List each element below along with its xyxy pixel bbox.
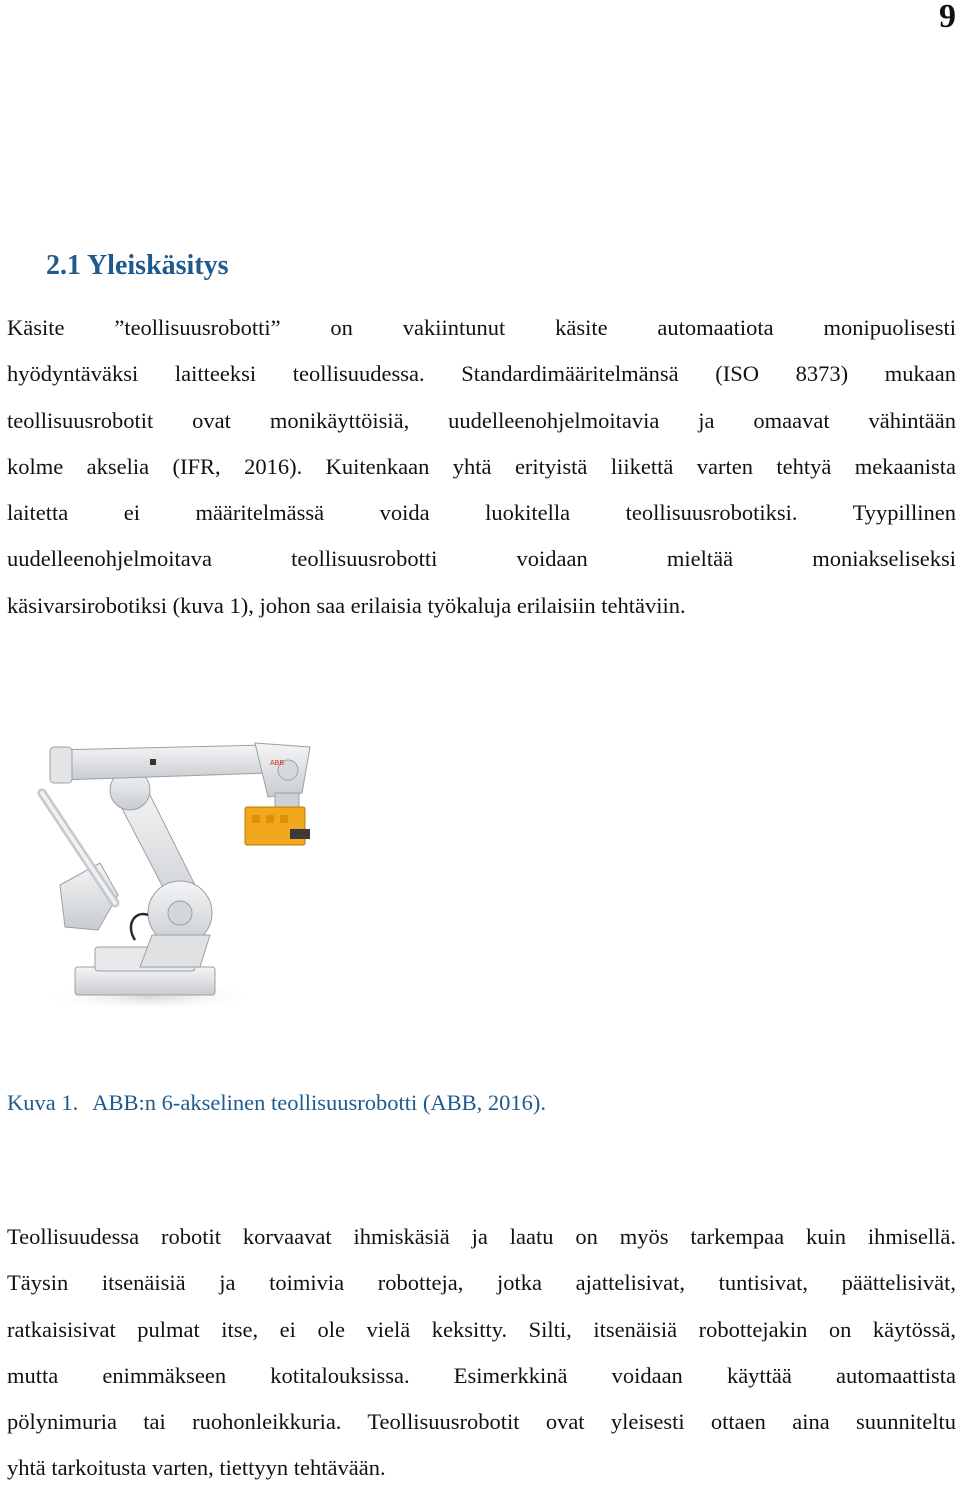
paragraph-intro (7, 305, 956, 629)
robot-figure (20, 735, 340, 1055)
caption-label: Kuva 1. (7, 1090, 79, 1115)
svg-text:ABB: ABB (270, 760, 285, 767)
paragraph-line: ratkaisisivat pulmat itse, ei ole vielä keksitty. Silti, itsenäisiä robottejakin on käytössä, (7, 1316, 956, 1342)
paragraph-line: Käsite ”teollisuusrobotti” on vakiintunut käsite automaatiota monipuolisesti (7, 315, 956, 340)
paragraph-robots (7, 1214, 956, 1492)
paragraph-line: hyödyntäväksi laitteeksi teollisuudessa. Standardimääritelmänsä (ISO 8373) mukaan (7, 361, 956, 387)
paragraph-line: kolme akselia (IFR, 2016). Kuitenkaan yhtä erityistä liikettä varten tehtyä mekaanista (7, 453, 956, 479)
paragraph-line: yhtä tarkoitusta varten, tiettyyn tehtävään. (7, 1455, 386, 1481)
paragraph-line: uudelleenohjelmoitava teollisuusrobotti voidaan mieltää moniakseliseksi (7, 546, 956, 572)
paragraph-line: teollisuusrobotit ovat monikäyttöisiä, uudelleenohjelmoitavia ja omaavat vähintään (7, 407, 956, 433)
figure-caption (7, 1090, 546, 1116)
paragraph-line: pölynimuria tai ruohonleikkuria. Teollisuusrobotit ovat yleisesti ottaen aina suunniteltu (7, 1409, 956, 1435)
paragraph-line: laitetta ei määritelmässä voida luokitella teollisuusrobotiksi. Tyypillinen (7, 500, 956, 526)
industrial-robot-arm-image (20, 735, 340, 1055)
page-number: 9 (939, 0, 956, 35)
caption-text: ABB:n 6-akselinen teollisuusrobotti (ABB, 2016). (92, 1090, 546, 1115)
paragraph-line: käsivarsirobotiksi (kuva 1), johon saa erilaisia työkaluja erilaisiin tehtäviin. (7, 592, 686, 618)
paragraph-line: mutta enimmäkseen kotitalouksissa. Esimerkkinä voidaan käyttää automaattista (7, 1362, 956, 1388)
paragraph-line: Täysin itsenäisiä ja toimivia robotteja, jotka ajattelisivat, tuntisivat, päättelisivät, (7, 1270, 956, 1296)
section-heading: 2.1 Yleiskäsitys (46, 250, 229, 281)
paragraph-line: Teollisuudessa robotit korvaavat ihmiskäsiä ja laatu on myös tarkempaa kuin ihmisellä. (7, 1224, 956, 1249)
